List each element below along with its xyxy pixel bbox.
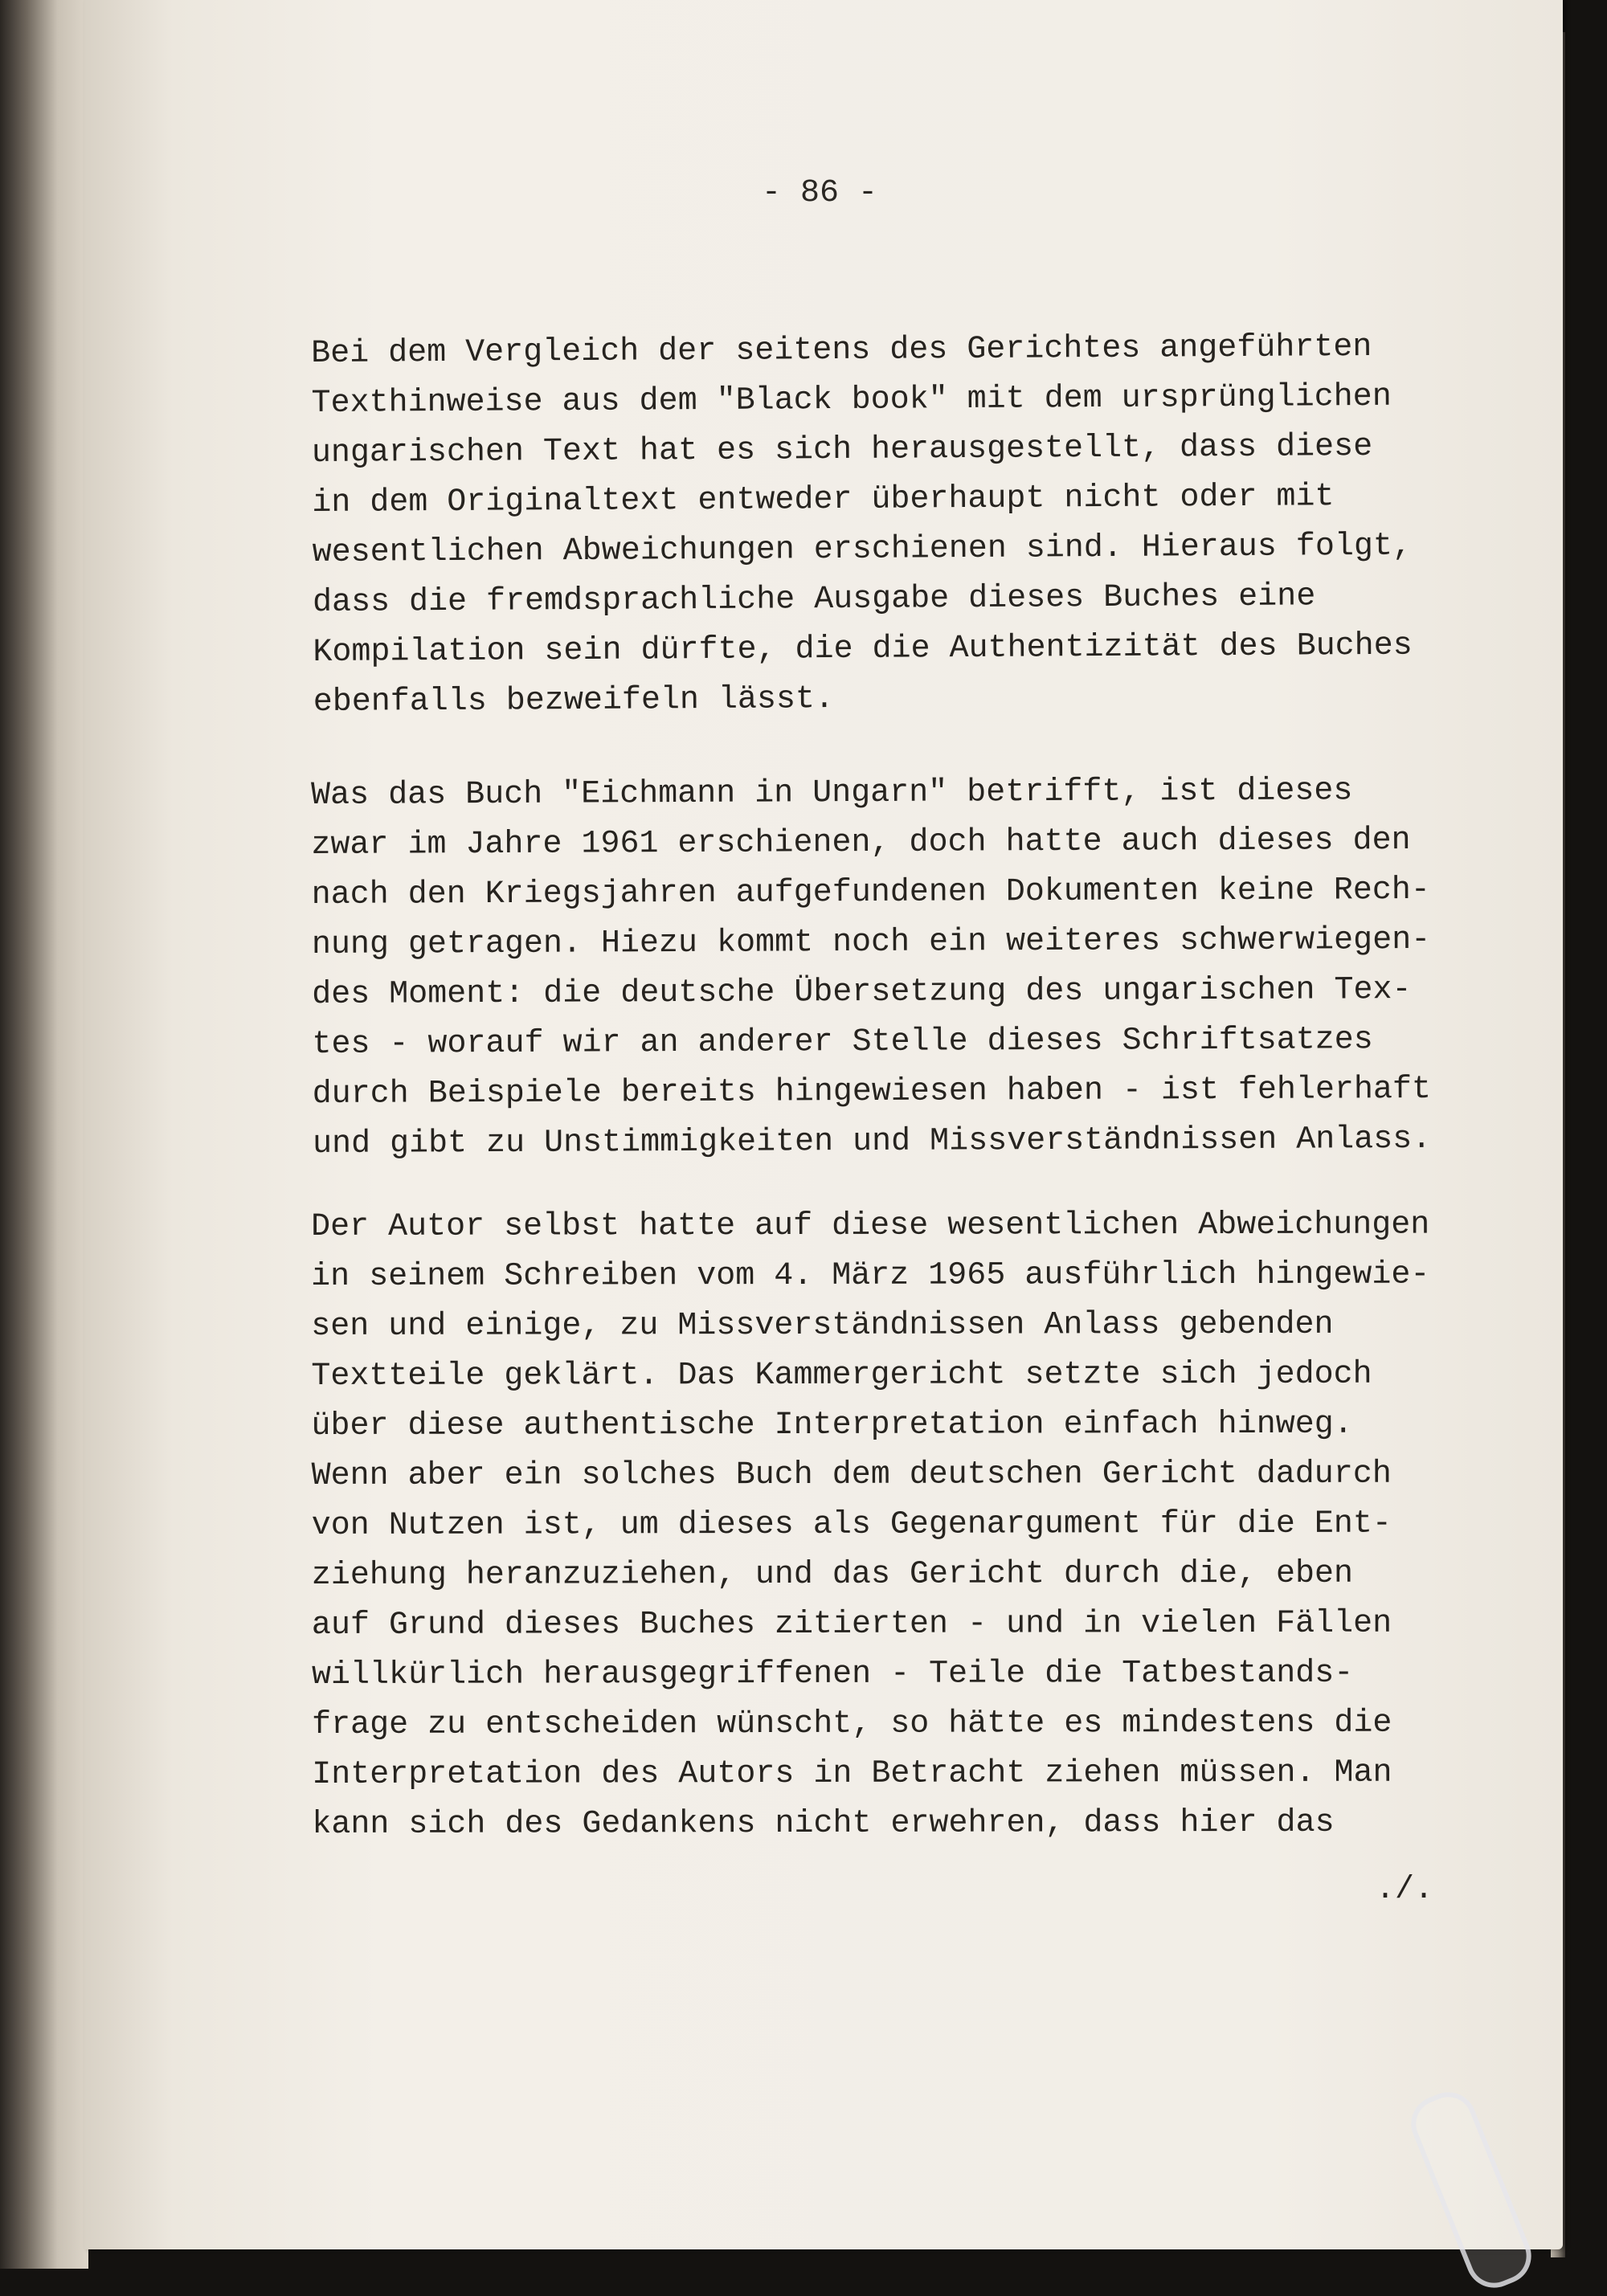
text-line: über diese authentische Interpretation einfach hinweg. bbox=[311, 1406, 1353, 1444]
text-line: ziehung heranzuziehen, und das Gericht durch die, eben bbox=[311, 1555, 1354, 1594]
text-line: wesentlichen Abweichungen erschienen sind. Hieraus folgt, bbox=[312, 528, 1413, 571]
continuation-mark: ./. bbox=[1376, 1872, 1434, 1908]
text-line: Bei dem Vergleich der seitens des Gerichtes angeführten bbox=[311, 329, 1372, 372]
text-line: Texthinweise aus dem "Black book" mit dem ursprünglichen bbox=[311, 378, 1392, 422]
text-line: und gibt zu Unstimmigkeiten und Missverständnissen Anlass. bbox=[312, 1121, 1432, 1162]
text-line: ungarischen Text hat es sich herausgestellt, dass diese bbox=[311, 428, 1373, 472]
text-line: Kompilation sein dürfte, die die Authentizität des Buches bbox=[313, 627, 1413, 671]
paragraph-1 bbox=[311, 323, 1413, 728]
text-line: nung getragen. Hiezu kommt noch ein weiteres schwerwiegen- bbox=[311, 921, 1431, 963]
text-line: kann sich des Gedankens nicht erwehren, dass hier das bbox=[312, 1804, 1335, 1843]
text-line: willkürlich herausgegriffenen - Teile die Tatbestands- bbox=[311, 1655, 1354, 1693]
text-line: frage zu entscheiden wünscht, so hätte es mindestens die bbox=[312, 1705, 1392, 1743]
text-line: durch Beispiele bereits hingewiesen haben - ist fehlerhaft bbox=[312, 1071, 1432, 1113]
paragraph-3 bbox=[311, 1201, 1431, 1850]
text-line: ebenfalls bezweifeln lässt. bbox=[313, 681, 835, 721]
text-line: tes - worauf wir an anderer Stelle dieses Schriftsatzes bbox=[312, 1022, 1373, 1063]
text-line: dass die fremdsprachliche Ausgabe dieses Buches eine bbox=[312, 578, 1316, 621]
text-line: auf Grund dieses Buches zitierten - und in vielen Fällen bbox=[311, 1605, 1392, 1644]
text-line: Interpretation des Autors in Betracht ziehen müssen. Man bbox=[312, 1755, 1392, 1793]
text-line: Textteile geklärt. Das Kammergericht setzte sich jedoch bbox=[311, 1356, 1372, 1395]
text-line: zwar im Jahre 1961 erschienen, doch hatte auch dieses den bbox=[311, 823, 1411, 864]
text-line: Was das Buch "Eichmann in Ungarn" betrifft, ist dieses bbox=[311, 773, 1353, 814]
page-number: - 86 - bbox=[761, 175, 878, 211]
left-page-edge bbox=[0, 0, 88, 2269]
text-line: von Nutzen ist, um dieses als Gegenargument für die Ent- bbox=[311, 1505, 1392, 1544]
text-line: des Moment: die deutsche Übersetzung des ungarischen Tex- bbox=[312, 972, 1412, 1013]
paragraph-2 bbox=[311, 766, 1431, 1170]
text-line: Der Autor selbst hatte auf diese wesentlichen Abweichungen bbox=[311, 1207, 1430, 1245]
text-line: nach den Kriegsjahren aufgefundenen Dokumenten keine Rech- bbox=[311, 872, 1430, 913]
text-line: Wenn aber ein solches Buch dem deutschen Gericht dadurch bbox=[311, 1456, 1392, 1494]
text-line: in seinem Schreiben vom 4. März 1965 ausführlich hingewie- bbox=[311, 1256, 1430, 1295]
text-line: sen und einige, zu Missverständnissen Anlass gebenden bbox=[311, 1306, 1334, 1345]
text-line: in dem Originaltext entweder überhaupt nicht oder mit bbox=[312, 479, 1335, 521]
